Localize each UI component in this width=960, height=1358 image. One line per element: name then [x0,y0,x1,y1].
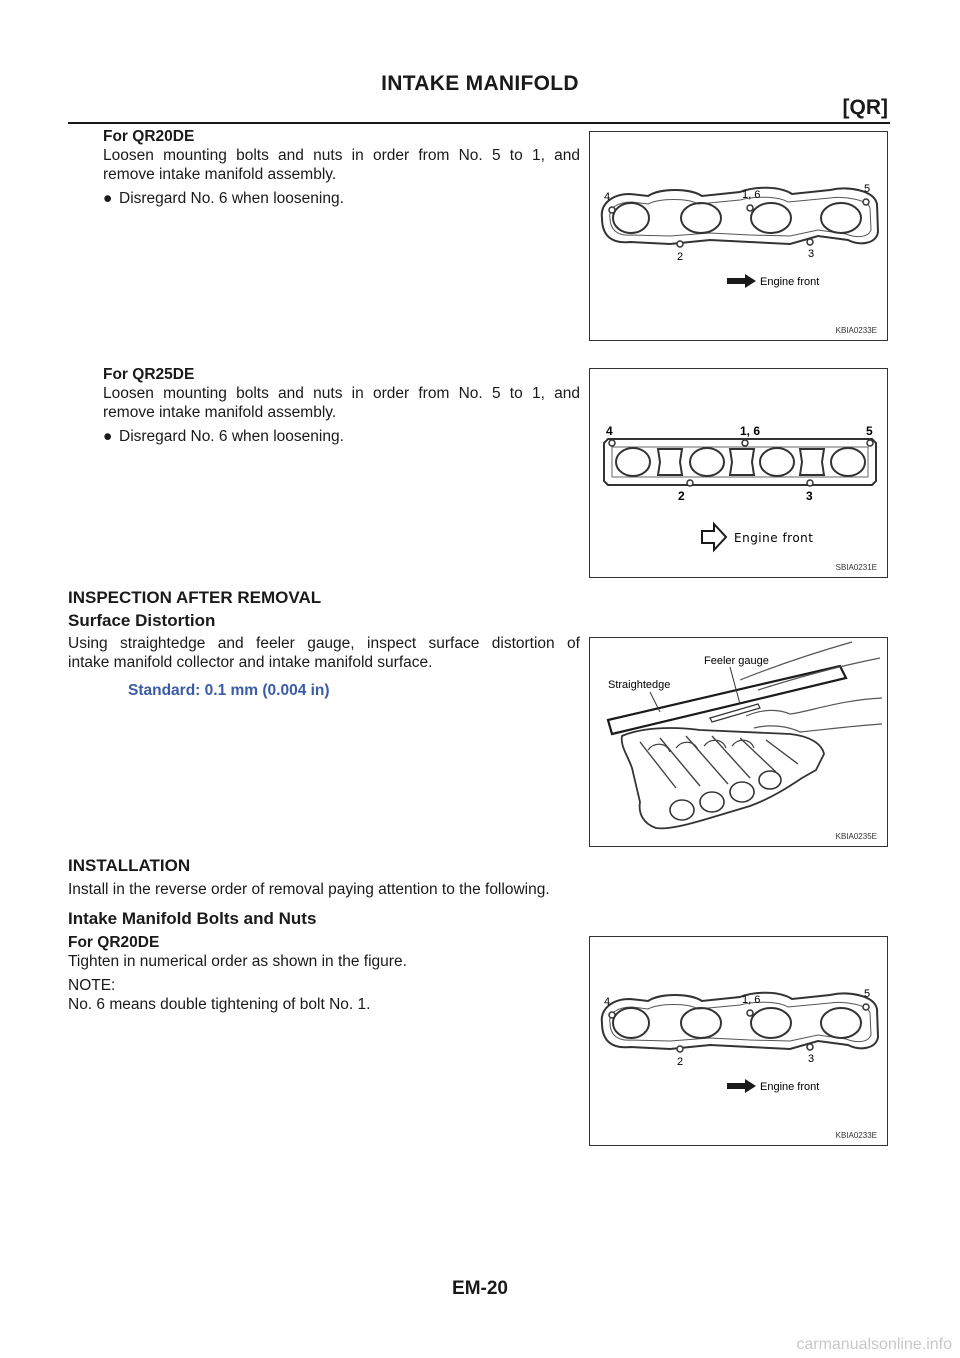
installation-heading: INSTALLATION [68,856,191,875]
figure-qr20de-tighten [589,936,888,1146]
inspection-text-line2: intake manifold collector and intake manifold surface. [68,654,433,671]
manifold-diagram-qr20de [590,132,889,342]
bolts-nuts-heading: Intake Manifold Bolts and Nuts [68,909,317,928]
bolt-label-3: 3 [806,489,813,503]
bolt-label-5: 5 [864,183,871,195]
qr25de-text-line2: remove intake manifold assembly. [103,404,337,421]
straightedge-label: Straightedge [608,679,671,691]
install-qr20de-heading: For QR20DE [68,934,160,951]
figure-qr20de-loosen [589,131,888,341]
bullet-icon: ● [103,428,113,445]
qr25de-bullet [103,427,344,446]
engine-front-label: Engine front [734,531,814,545]
qr20de-text-line1: Loosen mounting bolts and nuts in order from No. 5 to 1, and [103,147,580,164]
surface-distortion-heading: Surface Distortion [68,611,216,630]
figure-code: SBIA0231E [835,563,877,572]
qr20de-text-line2: remove intake manifold assembly. [103,166,337,183]
arrow-right-icon [727,1079,756,1093]
note-text: No. 6 means double tightening of bolt No. 1. [68,996,371,1013]
qr25de-heading: For QR25DE [103,366,195,383]
bolt-label-2: 2 [677,251,684,263]
bolt-label-5: 5 [866,424,873,438]
qr20de-heading: For QR20DE [103,128,195,145]
figure-code: KBIA0235E [835,832,877,841]
header-rule [68,122,890,124]
page-title: INTAKE MANIFOLD [381,72,579,95]
install-qr20de-text: Tighten in numerical order as shown in the figure. [68,953,407,970]
bolt-label-4: 4 [604,191,611,203]
qr25de-bullet-text: Disregard No. 6 when loosening. [119,428,344,445]
installation-text: Install in the reverse order of removal paying attention to the following. [68,881,550,898]
bolt-label-1-6: 1, 6 [742,189,761,201]
manifold-diagram-qr20de-tighten [590,937,889,1147]
watermark: carmanualsonline.info [796,1336,952,1353]
figure-code: KBIA0233E [835,1131,877,1140]
standard-value: Standard: 0.1 mm (0.004 in) [128,682,330,699]
figure-surface-distortion [589,637,888,847]
qr20de-bullet [103,189,344,208]
feeler-gauge-label: Feeler gauge [704,655,769,667]
bolt-label-1-6: 1, 6 [742,994,761,1006]
bolt-label-1-6: 1, 6 [740,424,761,438]
straightedge-diagram [590,638,889,848]
arrow-right-icon [727,274,756,288]
bolt-label-5: 5 [864,988,871,1000]
engine-front-label: Engine front [760,1081,820,1093]
engine-front-label: Engine front [760,276,820,288]
figure-code: KBIA0233E [835,326,877,335]
bolt-label-2: 2 [677,1056,684,1068]
arrow-right-outline-icon [702,524,726,550]
engine-tag: [QR] [842,96,888,119]
inspection-text-line1: Using straightedge and feeler gauge, inspect surface distortion of [68,635,580,652]
note-label: NOTE: [68,977,116,994]
manifold-diagram-qr25de [590,369,889,579]
bolt-label-4: 4 [604,996,611,1008]
bolt-label-2: 2 [678,489,685,503]
bolt-label-3: 3 [808,1053,815,1065]
qr25de-text-line1: Loosen mounting bolts and nuts in order from No. 5 to 1, and [103,385,580,402]
inspection-heading: INSPECTION AFTER REMOVAL [68,588,322,607]
figure-qr25de-loosen [589,368,888,578]
bolt-label-4: 4 [606,424,613,438]
page-number: EM-20 [452,1278,508,1299]
straightedge-bar [608,666,846,734]
bullet-icon: ● [103,190,113,207]
bolt-label-3: 3 [808,248,815,260]
qr20de-bullet-text: Disregard No. 6 when loosening. [119,190,344,207]
